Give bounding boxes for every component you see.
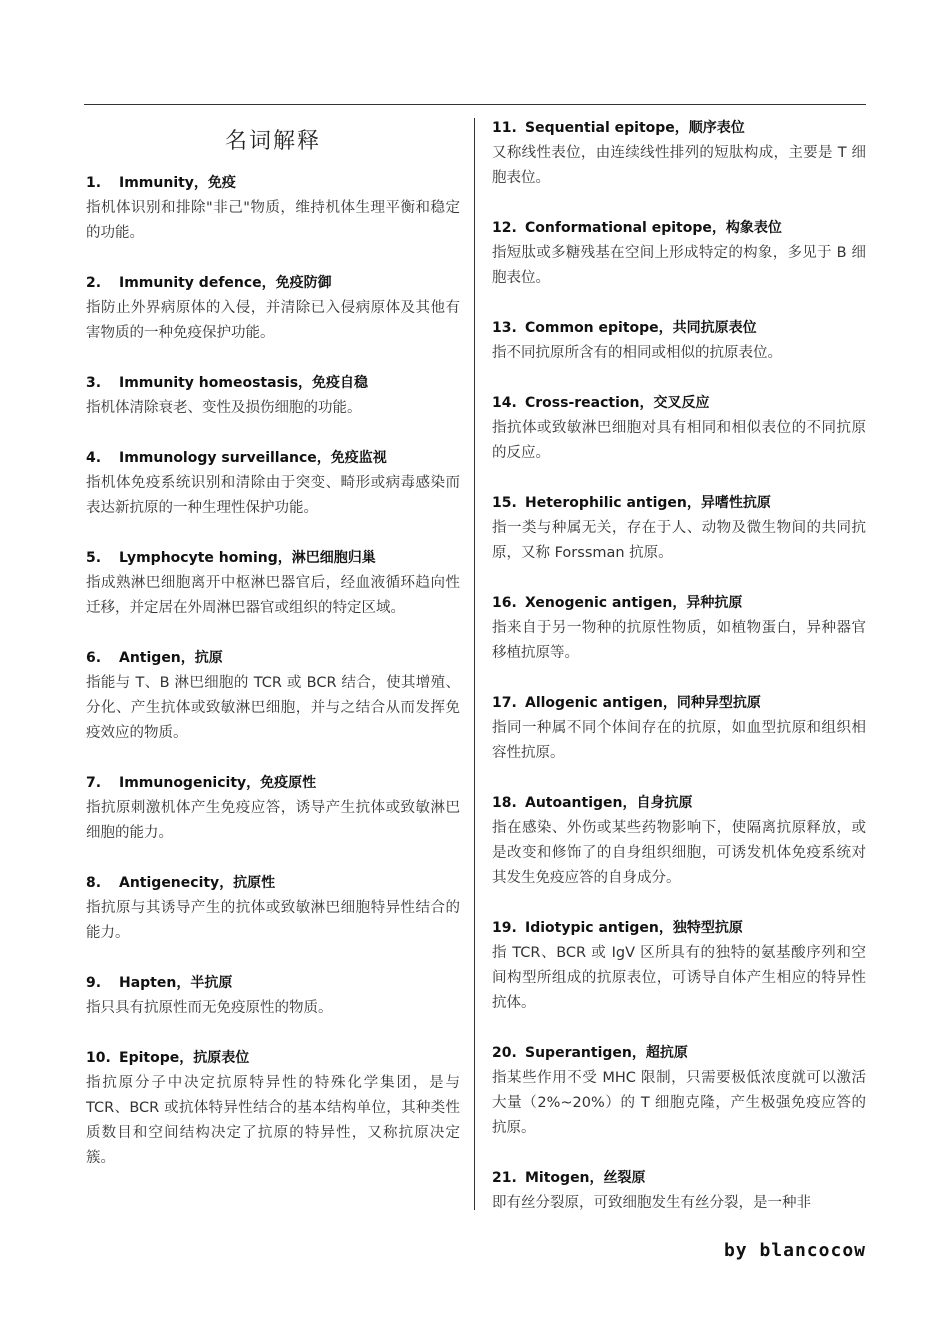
- term-entry: [492, 316, 866, 366]
- term-number: 2.: [86, 275, 102, 291]
- right-column: [492, 116, 866, 1241]
- term-number: 6.: [86, 650, 102, 666]
- term-entry: [492, 491, 866, 566]
- term-heading: [492, 591, 866, 616]
- left-term-list: [86, 171, 460, 1171]
- term-heading: [86, 371, 460, 396]
- term-name: Autoantigen，自身抗原: [525, 795, 693, 811]
- term-name: Antigen，抗原: [119, 650, 223, 666]
- term-name: Conformational epitope，构象表位: [525, 220, 782, 236]
- term-name: Mitogen，丝裂原: [525, 1170, 646, 1186]
- term-definition: 指抗体或致敏淋巴细胞对具有相同和相似表位的不同抗原的反应。: [492, 420, 866, 461]
- term-name: Epitope，抗原表位: [119, 1050, 250, 1066]
- term-heading: [86, 1046, 460, 1071]
- right-term-list: [492, 116, 866, 1216]
- term-name: Immunogenicity，免疫原性: [119, 775, 317, 791]
- term-number: 14.: [492, 395, 517, 411]
- term-number: 20.: [492, 1045, 517, 1061]
- term-entry: [86, 771, 460, 846]
- term-heading: [492, 116, 866, 141]
- term-definition: 指抗原与其诱导产生的抗体或致敏淋巴细胞特异性结合的能力。: [86, 900, 460, 941]
- term-definition: 即有丝分裂原，可致细胞发生有丝分裂，是一种非: [492, 1195, 811, 1211]
- term-definition: 指机体免疫系统识别和清除由于突变、畸形或病毒感染而表达新抗原的一种生理性保护功能。: [86, 475, 460, 516]
- top-rule: [84, 104, 866, 105]
- term-number: 15.: [492, 495, 517, 511]
- term-number: 9.: [86, 975, 102, 991]
- term-name: Xenogenic antigen，异种抗原: [525, 595, 743, 611]
- term-definition: 指来自于另一物种的抗原性物质，如植物蛋白，异种器官移植抗原等。: [492, 620, 866, 661]
- term-number: 21.: [492, 1170, 517, 1186]
- term-definition: 指只具有抗原性而无免疫原性的物质。: [86, 1000, 333, 1016]
- term-entry: [492, 116, 866, 191]
- term-name: Antigenecity，抗原性: [119, 875, 276, 891]
- term-number: 7.: [86, 775, 102, 791]
- term-name: Idiotypic antigen，独特型抗原: [525, 920, 743, 936]
- term-number: 5.: [86, 550, 102, 566]
- term-entry: [86, 271, 460, 346]
- term-definition: 指在感染、外伤或某些药物影响下，使隔离抗原释放，或是改变和修饰了的自身组织细胞，可诱发机体免疫系统对其发生免疫应答的自身成分。: [492, 820, 866, 886]
- term-number: 10.: [86, 1050, 111, 1066]
- term-definition: 指成熟淋巴细胞离开中枢淋巴器官后，经血液循环趋向性迁移，并定居在外周淋巴器官或组织的特定区域。: [86, 575, 460, 616]
- term-heading: [492, 216, 866, 241]
- term-name: Immunology surveillance，免疫监视: [119, 450, 387, 466]
- term-entry: [492, 1166, 866, 1216]
- term-name: Allogenic antigen，同种异型抗原: [525, 695, 761, 711]
- term-heading: [492, 491, 866, 516]
- term-heading: [492, 1166, 866, 1191]
- term-name: Heterophilic antigen，异嗜性抗原: [525, 495, 771, 511]
- term-heading: [492, 691, 866, 716]
- term-number: 4.: [86, 450, 102, 466]
- term-definition: 指机体清除衰老、变性及损伤细胞的功能。: [86, 400, 362, 416]
- term-entry: [492, 591, 866, 666]
- term-number: 1.: [86, 175, 102, 191]
- term-heading: [86, 971, 460, 996]
- term-name: Immunity，免疫: [119, 175, 236, 191]
- term-definition: 指短肽或多糖残基在空间上形成特定的构象，多见于 B 细胞表位。: [492, 245, 866, 286]
- term-definition: 又称线性表位，由连续线性排列的短肽构成，主要是 T 细胞表位。: [492, 145, 866, 186]
- term-entry: [86, 871, 460, 946]
- term-number: 16.: [492, 595, 517, 611]
- term-definition: 指某些作用不受 MHC 限制，只需要极低浓度就可以激活大量（2%~20%）的 T 细胞克隆，产生极强免疫应答的抗原。: [492, 1070, 866, 1136]
- term-definition: 指 TCR、BCR 或 IgV 区所具有的独特的氨基酸序列和空间构型所组成的抗原表位，可诱导自体产生相应的特异性抗体。: [492, 945, 866, 1011]
- page-title: 名词解释: [224, 129, 321, 154]
- term-number: 17.: [492, 695, 517, 711]
- term-definition: 指抗原分子中决定抗原特异性的特殊化学集团，是与 TCR、BCR 或抗体特异性结合的基本结构单位，其种类性质数目和空间结构决定了抗原的特异性，又称抗原决定簇。: [86, 1075, 460, 1166]
- term-definition: 指能与 T、B 淋巴细胞的 TCR 或 BCR 结合，使其增殖、分化、产生抗体或致敏淋巴细胞，并与之结合从而发挥免疫效应的物质。: [86, 675, 460, 741]
- term-entry: [492, 1041, 866, 1141]
- term-heading: [492, 316, 866, 341]
- term-entry: [492, 691, 866, 766]
- term-heading: [86, 871, 460, 896]
- term-number: 12.: [492, 220, 517, 236]
- term-heading: [492, 391, 866, 416]
- term-number: 3.: [86, 375, 102, 391]
- term-entry: [86, 546, 460, 621]
- term-definition: 指机体识别和排除"非己"物质，维持机体生理平衡和稳定的功能。: [86, 200, 460, 241]
- term-name: Lymphocyte homing，淋巴细胞归巢: [119, 550, 376, 566]
- term-number: 13.: [492, 320, 517, 336]
- author-credit: by blancocow: [723, 1240, 866, 1261]
- term-name: Superantigen，超抗原: [525, 1045, 688, 1061]
- term-entry: [86, 1046, 460, 1171]
- term-entry: [492, 916, 866, 1016]
- column-divider: [474, 118, 475, 1210]
- term-entry: [86, 971, 460, 1021]
- term-heading: [492, 1041, 866, 1066]
- term-entry: [86, 446, 460, 521]
- left-column: [86, 116, 460, 1196]
- term-name: Immunity defence，免疫防御: [119, 275, 332, 291]
- term-heading: [86, 546, 460, 571]
- term-heading: [86, 171, 460, 196]
- term-definition: 指同一种属不同个体间存在的抗原，如血型抗原和组织相容性抗原。: [492, 720, 866, 761]
- term-number: 18.: [492, 795, 517, 811]
- term-definition: 指防止外界病原体的入侵，并清除已入侵病原体及其他有害物质的一种免疫保护功能。: [86, 300, 460, 341]
- term-number: 8.: [86, 875, 102, 891]
- term-definition: 指一类与种属无关，存在于人、动物及微生物间的共同抗原，又称 Forssman 抗原。: [492, 520, 866, 561]
- term-name: Sequential epitope，顺序表位: [525, 120, 745, 136]
- term-heading: [86, 446, 460, 471]
- term-entry: [492, 216, 866, 291]
- term-heading: [86, 771, 460, 796]
- term-entry: [492, 791, 866, 891]
- term-name: Immunity homeostasis，免疫自稳: [119, 375, 369, 391]
- term-definition: 指抗原刺激机体产生免疫应答，诱导产生抗体或致敏淋巴细胞的能力。: [86, 800, 460, 841]
- term-number: 11.: [492, 120, 517, 136]
- term-heading: [492, 791, 866, 816]
- term-definition: 指不同抗原所含有的相同或相似的抗原表位。: [492, 345, 782, 361]
- term-entry: [86, 646, 460, 746]
- term-name: Hapten，半抗原: [119, 975, 233, 991]
- term-heading: [86, 271, 460, 296]
- term-name: Cross-reaction，交叉反应: [525, 395, 710, 411]
- term-entry: [86, 371, 460, 421]
- term-entry: [492, 391, 866, 466]
- term-heading: [86, 646, 460, 671]
- term-entry: [86, 171, 460, 246]
- term-name: Common epitope，共同抗原表位: [525, 320, 757, 336]
- term-heading: [492, 916, 866, 941]
- term-number: 19.: [492, 920, 517, 936]
